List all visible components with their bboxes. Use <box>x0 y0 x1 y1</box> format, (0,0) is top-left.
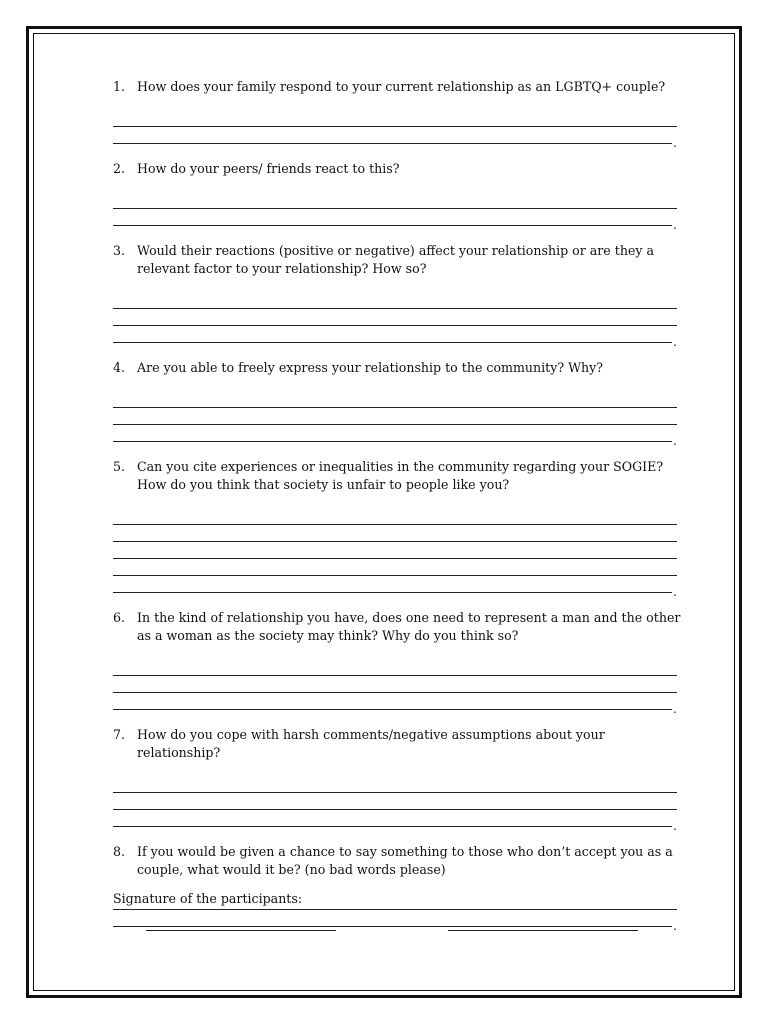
answer-rule <box>113 424 677 425</box>
answer-line[interactable] <box>113 559 683 576</box>
signature-line-2[interactable] <box>448 930 638 931</box>
answer-rule <box>113 441 672 442</box>
answer-line[interactable] <box>113 576 683 599</box>
answer-rule <box>113 709 672 710</box>
signature-line-1[interactable] <box>146 930 336 931</box>
answer-line[interactable] <box>113 776 683 793</box>
question-text <box>113 609 683 645</box>
question-block <box>113 160 683 232</box>
answer-rule <box>113 407 677 408</box>
answer-rule <box>113 143 672 144</box>
question-label: How do your peers/ friends react to this? <box>137 161 400 176</box>
answer-line[interactable] <box>113 508 683 525</box>
answer-rule <box>113 325 677 326</box>
answer-area[interactable] <box>113 776 683 833</box>
question-block <box>113 78 683 150</box>
answer-rule <box>113 675 677 676</box>
signature-label: Signature of the participants: <box>113 891 303 906</box>
question-text <box>113 458 683 494</box>
answer-area[interactable] <box>113 391 683 448</box>
question-label: If you would be given a chance to say something to those who don’t accept you as a couple, what would it be? (no bad words please) <box>137 844 673 877</box>
question-label: Are you able to freely express your relationship to the community? Why? <box>137 360 604 375</box>
answer-rule <box>113 208 677 209</box>
answer-line-period: . <box>673 919 677 933</box>
question-block <box>113 242 683 349</box>
answer-line[interactable] <box>113 659 683 676</box>
answer-rule <box>113 541 677 542</box>
answer-line[interactable] <box>113 525 683 542</box>
questionnaire <box>113 78 683 933</box>
question-label: Would their reactions (positive or negative) affect your relationship or are they a relevant factor to your relationship? How so? <box>137 243 655 276</box>
question-text <box>113 843 683 879</box>
question-block <box>113 609 683 716</box>
answer-area[interactable] <box>113 292 683 349</box>
answer-rule <box>113 926 672 927</box>
answer-rule <box>113 826 672 827</box>
question-label: How does your family respond to your current relationship as an LGBTQ+ couple? <box>137 79 666 94</box>
question-block <box>113 359 683 448</box>
answer-line-period: . <box>673 218 677 232</box>
question-text <box>113 359 683 377</box>
answer-area[interactable] <box>113 659 683 716</box>
question-number: 7. <box>113 727 126 742</box>
question-text <box>113 78 683 96</box>
question-block <box>113 726 683 833</box>
answer-rule <box>113 575 677 576</box>
answer-line[interactable] <box>113 910 683 933</box>
answer-line-period: . <box>673 136 677 150</box>
answer-line[interactable] <box>113 793 683 810</box>
answer-line-period: . <box>673 585 677 599</box>
question-block <box>113 458 683 599</box>
answer-rule <box>113 792 677 793</box>
question-text <box>113 160 683 178</box>
answer-line[interactable] <box>113 127 683 150</box>
question-number: 4. <box>113 360 126 375</box>
answer-line[interactable] <box>113 110 683 127</box>
question-number: 6. <box>113 610 126 625</box>
answer-line[interactable] <box>113 693 683 716</box>
answer-rule <box>113 592 672 593</box>
answer-rule <box>113 308 677 309</box>
question-label: In the kind of relationship you have, does one need to represent a man and the other as a woman as the society may think? Why do you think so? <box>137 610 681 643</box>
answer-line-period: . <box>673 819 677 833</box>
answer-rule <box>113 342 672 343</box>
answer-rule <box>113 524 677 525</box>
answer-rule <box>113 909 677 910</box>
answer-rule <box>113 558 677 559</box>
question-label: How do you cope with harsh comments/negative assumptions about your relationship? <box>137 727 605 760</box>
answer-line[interactable] <box>113 309 683 326</box>
answer-line-period: . <box>673 335 677 349</box>
question-block <box>113 843 683 933</box>
answer-line[interactable] <box>113 425 683 448</box>
question-number: 2. <box>113 161 126 176</box>
answer-line[interactable] <box>113 408 683 425</box>
question-label: Can you cite experiences or inequalities in the community regarding your SOGIE? How do you think that society is unfair to people like you? <box>137 459 664 492</box>
answer-line[interactable] <box>113 542 683 559</box>
answer-line[interactable] <box>113 292 683 309</box>
answer-rule <box>113 225 672 226</box>
answer-area[interactable] <box>113 508 683 599</box>
question-text <box>113 726 683 762</box>
question-number: 3. <box>113 243 126 258</box>
answer-line-period: . <box>673 434 677 448</box>
answer-rule <box>113 126 677 127</box>
answer-area[interactable] <box>113 192 683 232</box>
answer-line[interactable] <box>113 326 683 349</box>
question-text <box>113 242 683 278</box>
answer-line[interactable] <box>113 192 683 209</box>
answer-line-period: . <box>673 702 677 716</box>
answer-rule <box>113 692 677 693</box>
answer-area[interactable] <box>113 110 683 150</box>
answer-line[interactable] <box>113 209 683 232</box>
answer-line[interactable] <box>113 391 683 408</box>
question-number: 5. <box>113 459 126 474</box>
answer-line[interactable] <box>113 676 683 693</box>
question-number: 8. <box>113 844 126 859</box>
question-number: 1. <box>113 79 126 94</box>
answer-rule <box>113 809 677 810</box>
answer-line[interactable] <box>113 810 683 833</box>
